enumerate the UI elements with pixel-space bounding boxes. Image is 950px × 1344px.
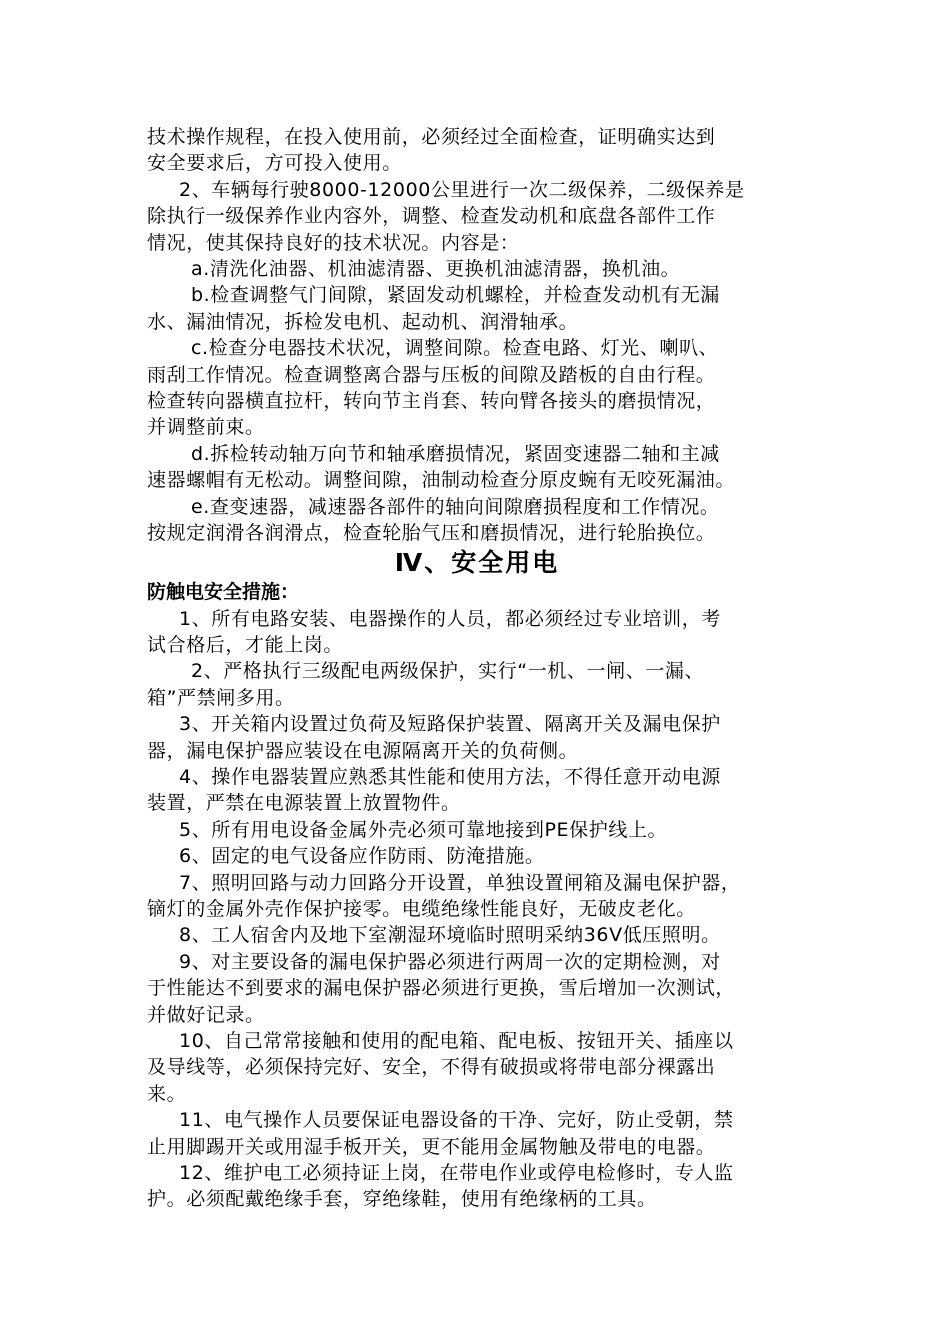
text-line: 除执行一级保养作业内容外，调整、检查发动机和底盘各部件工作: [147, 205, 716, 228]
text-line: 装置，严禁在电源装置上放置物件。: [147, 792, 461, 815]
safety-item-1: [147, 606, 807, 659]
text-line: 安全要求后，方可投入使用。: [147, 152, 402, 175]
maintenance-item-b: [147, 282, 807, 335]
safety-item-12: [147, 1160, 807, 1213]
safety-item-8: [147, 922, 807, 948]
text-line: 4、操作电器装置应熟悉其性能和使用方法，不得任意开动电源: [179, 765, 721, 788]
text-line: 试合格后，才能上岗。: [147, 633, 344, 656]
text-line: 护。必须配戴绝缘手套，穿绝缘鞋，使用有绝缘柄的工具。: [147, 1188, 657, 1211]
text-line: 技术操作规程，在投入使用前，必须经过全面检查，证明确实达到: [147, 126, 716, 148]
text-line: 12、维护电工必须持证上岗，在带电作业或停电检修时，专人监: [179, 1162, 734, 1185]
maintenance-item-a: [147, 256, 807, 282]
text-line: 7、照明回路与动力回路分开设置，单独设置闸箱及漏电保护器，: [179, 871, 741, 894]
text-line: 并做好记录。: [147, 1003, 265, 1026]
subheading: 防触电安全措施：: [147, 580, 300, 603]
maintenance-item-d: [147, 441, 807, 494]
text-line: c.检查分电器技术状况，调整间隙。检查电路、灯光、喇叭、: [191, 337, 719, 360]
text-line: 9、对主要设备的漏电保护器必须进行两周一次的定期检测，对: [179, 950, 721, 973]
safety-item-9: [147, 949, 807, 1028]
text-line: 2、严格执行三级配电两级保护，实行“一机、一闸、一漏、: [191, 660, 705, 683]
text-line: 1、所有电路安装、电器操作的人员，都必须经过专业培训，考: [179, 607, 721, 630]
safety-item-10: [147, 1028, 807, 1107]
text-line: 雨刮工作情况。检查调整离合器与压板的间隙及踏板的自由行程。: [147, 363, 716, 386]
text-line: 止用脚踢开关或用湿手板开关，更不能用金属物触及带电的电器。: [147, 1135, 716, 1158]
text-line: 2、车辆每行驶8000-12000公里进行一次二级保养，二级保养是: [179, 178, 745, 201]
safety-item-11: [147, 1107, 807, 1160]
text-line: 5、所有用电设备金属外壳必须可靠地接到PE保护线上。: [179, 818, 668, 841]
text-line: 水、漏油情况，拆检发电机、起动机、润滑轴承。: [147, 310, 579, 333]
text-line: 6、固定的电气设备应作防雨、防淹措施。: [179, 845, 545, 868]
text-line: 3、开关箱内设置过负荷及短路保护装置、隔离开关及漏电保护: [179, 713, 721, 736]
document-page: [147, 124, 807, 1213]
text-line: a.清洗化油器、机油滤清器、更换机油滤清器，换机油。: [191, 258, 681, 281]
text-line: 8、工人宿舍内及地下室潮湿环境临时照明采纳36V低压照明。: [179, 924, 721, 947]
text-line: 10、自己常常接触和使用的配电箱、配电板、按钮开关、插座以: [179, 1030, 734, 1052]
safety-item-2: [147, 658, 807, 711]
text-line: e.查变速器，减速器各部件的轴向间隙磨损程度和工作情况。: [191, 495, 720, 518]
section-title: Ⅳ、安全用电: [394, 547, 560, 577]
text-line: 器，漏电保护器应装设在电源隔离开关的负荷侧。: [147, 739, 579, 762]
text-line: 检查转向器横直拉杆，转向节主肖套、转向臂各接头的磨损情况，: [147, 390, 716, 413]
text-line: 于性能达不到要求的漏电保护器必须进行更换，雪后增加一次测试，: [147, 977, 736, 1000]
text-line: 按规定润滑各润滑点，检查轮胎气压和磨损情况，进行轮胎换位。: [147, 522, 716, 545]
paragraph-continuation: [147, 124, 807, 177]
maintenance-item-e: [147, 494, 807, 547]
text-line: 及导线等，必须保持完好、安全，不得有破损或将带电部分裸露出: [147, 1056, 716, 1079]
text-line: 速器螺帽有无松动。调整间隙，油制动检查分原皮蜿有无咬死漏油。: [147, 469, 736, 492]
safety-item-7: [147, 870, 807, 923]
text-line: 情况，使其保持良好的技术状况。内容是：: [147, 231, 520, 254]
text-line: 来。: [147, 1082, 187, 1105]
text-line: 11、电气操作人员要保证电器设备的干净、完好，防止受朝，禁: [179, 1109, 734, 1132]
paragraph-maintenance-2: [147, 177, 807, 256]
text-line: d.拆检转动轴万向节和轴承磨损情况，紧固变速器二轴和主减: [191, 442, 720, 465]
text-line: b.检查调整气门间隙，紧固发动机螺栓，并检查发动机有无漏: [191, 284, 720, 307]
safety-item-5: [147, 817, 807, 843]
maintenance-item-c: [147, 335, 807, 441]
text-line: 箱”严禁闸多用。: [147, 686, 295, 709]
safety-item-3: [147, 711, 807, 764]
safety-item-4: [147, 764, 807, 817]
safety-item-6: [147, 843, 807, 869]
text-line: 镝灯的金属外壳作保护接零。电缆绝缘性能良好，无破皮老化。: [147, 897, 696, 920]
text-line: 并调整前束。: [147, 416, 265, 439]
